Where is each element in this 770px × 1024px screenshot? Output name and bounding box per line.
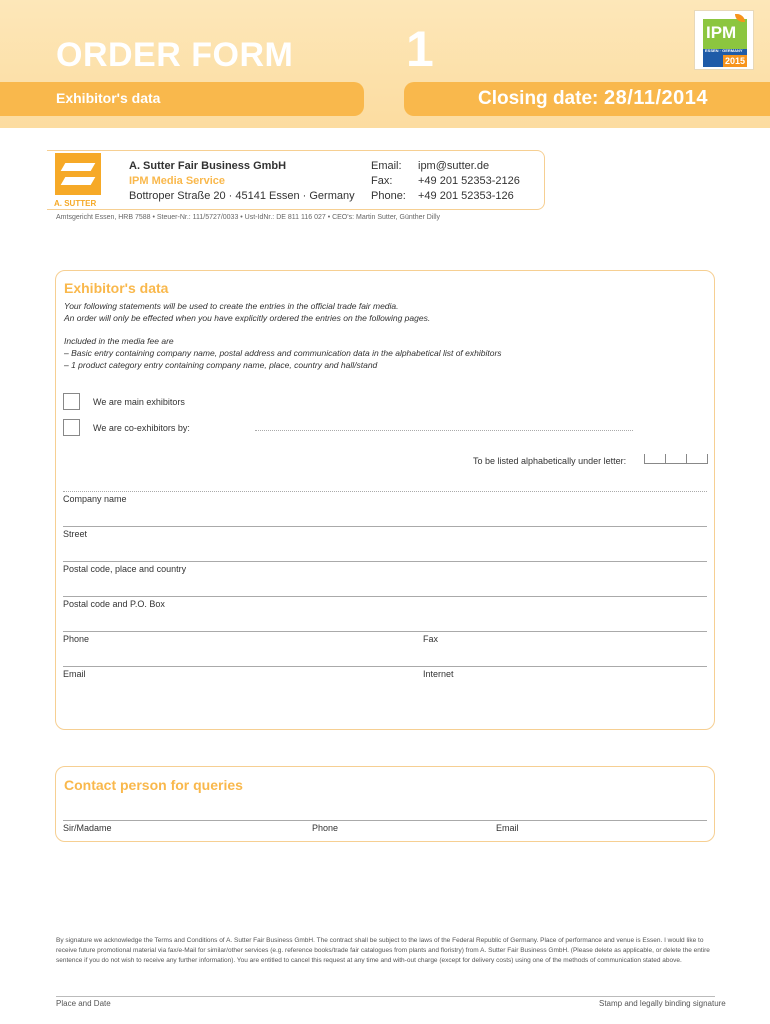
ipm-logo — [694, 10, 754, 70]
contact-phone-value: +49 201 52353-126 — [418, 190, 514, 202]
section-tab-exhibitor — [0, 82, 364, 116]
po-box-label: Postal code and P.O. Box — [63, 599, 165, 609]
company-name: A. Sutter Fair Business GmbH — [129, 160, 287, 172]
intro-line: An order will only be effected when you have explicitly ordered the entries on the following pages. — [64, 313, 431, 323]
company-address: Bottroper Straße 20 · 45141 Essen · Germany — [129, 190, 355, 202]
contact-phone-label: Phone — [312, 823, 339, 833]
sutter-logo-stripe-icon — [61, 163, 96, 171]
page-title: ORDER FORM — [56, 36, 294, 74]
company-service: IPM Media Service — [129, 175, 225, 187]
fax-label: Fax — [423, 634, 439, 644]
signature-line[interactable] — [56, 996, 715, 997]
email-label: Email — [63, 669, 86, 679]
street-field[interactable] — [63, 561, 707, 562]
divider — [63, 491, 707, 492]
contact-fax-label: Fax: — [371, 175, 393, 187]
main-exhibitor-checkbox[interactable] — [63, 393, 80, 410]
legal-line: Amtsgericht Essen, HRB 7588 • Steuer-Nr.: 111/5727/0033 • Ust-IdNr.: DE 811 116 027 • CEO's: Martin Sutter, Günther Dilly — [56, 214, 441, 221]
letter-label: To be listed alphabetically under letter: — [473, 456, 627, 466]
page-number: 1 — [406, 21, 434, 77]
co-exhibitor-input[interactable] — [255, 423, 633, 431]
postal-field[interactable] — [63, 596, 707, 597]
sutter-logo-square — [55, 153, 101, 195]
intro-line: Your following statements will be used to create the entries in the official trade fair media. — [64, 301, 399, 311]
place-date-label: Place and Date — [56, 999, 111, 1008]
postal-label: Postal code, place and country — [63, 564, 187, 574]
sutter-logo-stripe-icon — [61, 177, 96, 185]
included-line: Included in the media fee are — [64, 336, 174, 346]
section-tab-label: Exhibitor's data — [56, 90, 161, 106]
ipm-logo-year: 2015 — [724, 56, 746, 66]
ipm-logo-top — [703, 19, 747, 49]
contact-phone-label: Phone: — [371, 190, 406, 202]
terms-text: By signature we acknowledge the Terms and Conditions of A. Sutter Fair Business GmbH. The contract shall be subject to the laws of the Federal Republic of Germany. Place of performance and venue is Essen. I would like to receive future promotional material via fax/e-Mail for similar/other services (e.g. reference books/trade fair catalogues from plants and floristry) from A. Sutter Fair Business GmbH. (Please delete as applicable, or delete the entire sentence if you do not wish to receive any further information). You are entitled to cancel this request at any time and with-out charge (except for delivery costs) using one of the methods of communication stated above. — [56, 937, 710, 964]
main-exhibitor-label: We are main exhibitors — [93, 397, 185, 407]
ipm-logo-bottom — [703, 55, 747, 67]
letter-input[interactable] — [644, 454, 708, 464]
co-exhibitor-label: We are co-exhibitors by: — [93, 423, 190, 433]
closing-date-value: 28/11/2014 — [604, 87, 708, 109]
contact-section-title: Contact person for queries — [64, 777, 243, 793]
internet-label: Internet — [423, 669, 454, 679]
contact-fax-value: +49 201 52353-2126 — [418, 175, 520, 187]
sutter-logo — [53, 153, 103, 209]
ipm-logo-subtext: ESSEN · GERMANY — [705, 48, 743, 53]
contact-field[interactable] — [63, 820, 707, 821]
po-box-field[interactable] — [63, 631, 707, 632]
contact-email-label: Email: — [371, 160, 402, 172]
included-line: – Basic entry containing company name, postal address and communication data in the alphabetical list of exhibitors — [64, 348, 502, 358]
ipm-logo-text: IPM — [706, 23, 737, 42]
street-label: Street — [63, 529, 88, 539]
company-name-label: Company name — [63, 494, 127, 504]
included-line: – 1 product category entry containing company name, place, country and hall/stand — [64, 360, 378, 370]
phone-fax-field[interactable] — [63, 666, 707, 667]
contact-email-label: Email — [496, 823, 519, 833]
closing-date-label: Closing date: — [478, 88, 599, 109]
stamp-signature-label: Stamp and legally binding signature — [599, 999, 726, 1008]
sir-madame-label: Sir/Madame — [63, 823, 112, 833]
company-name-field[interactable] — [63, 526, 707, 527]
sutter-logo-text: A. SUTTER — [54, 199, 97, 208]
closing-date-tab — [404, 82, 770, 116]
contact-email-value[interactable]: ipm@sutter.de — [418, 160, 490, 172]
exhibitor-section-title: Exhibitor's data — [64, 280, 169, 296]
co-exhibitor-checkbox[interactable] — [63, 419, 80, 436]
phone-label: Phone — [63, 634, 90, 644]
